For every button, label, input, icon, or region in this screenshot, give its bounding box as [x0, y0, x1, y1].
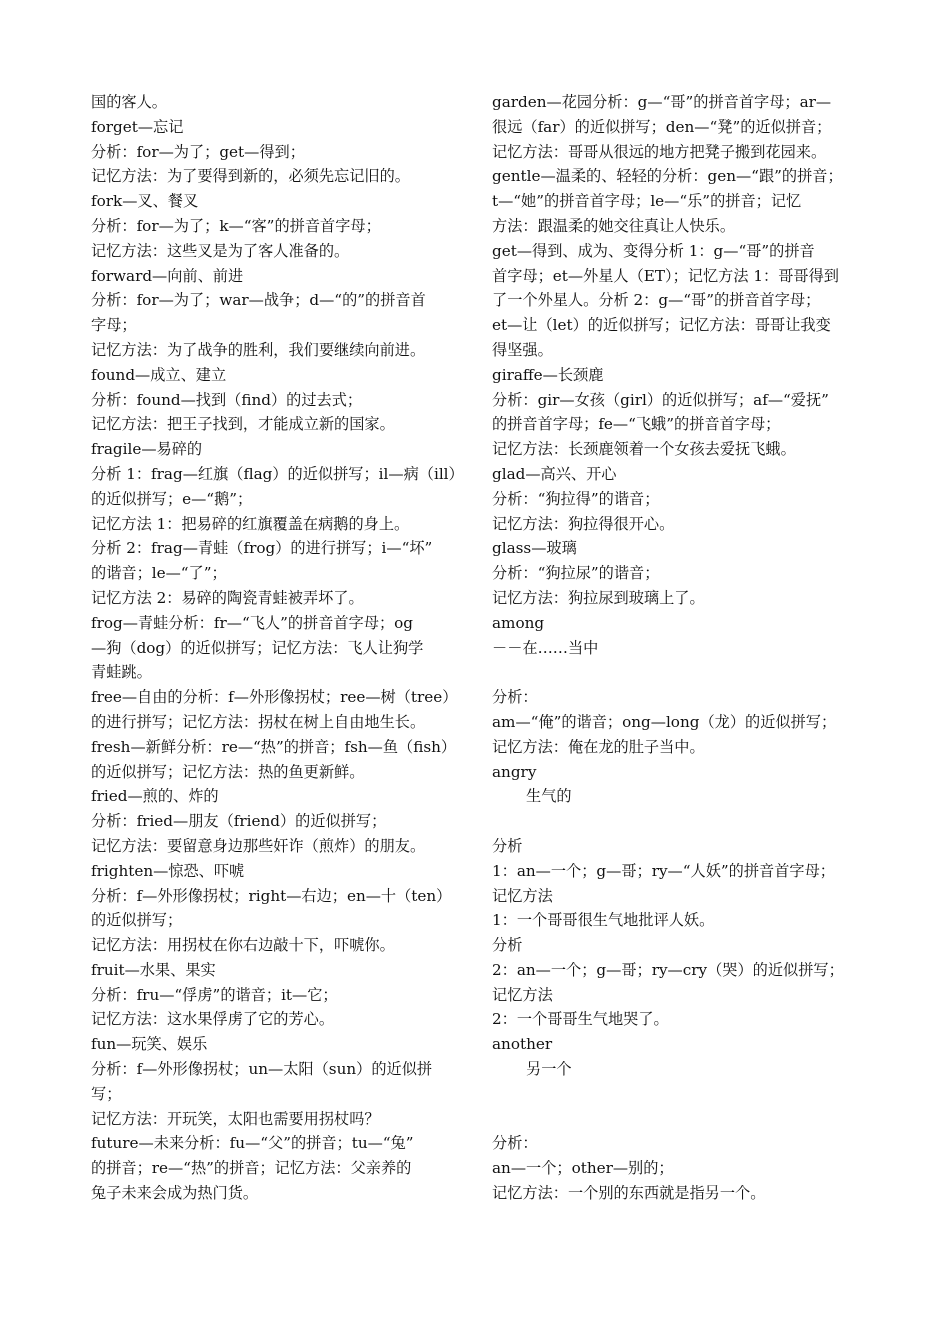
text-line: glad—高兴、开心	[492, 464, 617, 483]
text-line: 青蛙跳。	[91, 663, 152, 682]
text-line: am—“俺”的谐音；ong—long（龙）的近似拼写；	[492, 712, 837, 731]
text-line: 的进行拼写；记忆方法：拐杖在树上自由地生长。	[91, 712, 426, 731]
text-line: fruit—水果、果实	[91, 960, 216, 979]
text-line: 的近似拼写；e—“鹅”；	[91, 489, 253, 508]
text-line: frighten—惊恐、吓唬	[91, 861, 245, 880]
text-line: 记忆方法：俺在龙的肚子当中。	[492, 737, 705, 756]
text-line: 的拼音首字母；fe—“飞蛾”的拼音首字母；	[492, 415, 781, 434]
text-line: 分析	[492, 936, 523, 955]
text-line: —狗（dog）的近似拼写；记忆方法：飞人让狗学	[91, 638, 424, 657]
text-line: 分析：	[492, 688, 538, 707]
text-line: 兔子未来会成为热门货。	[91, 1184, 259, 1203]
text-line: 1：一个哥哥很生气地批评人妖。	[492, 911, 715, 930]
text-line: frog—青蛙分析：fr—“飞人”的拼音首字母；og	[91, 613, 414, 632]
text-line: 分析 2：frag—青蛙（frog）的进行拼写；i—“坏”	[91, 539, 433, 558]
text-line: 分析：fried—朋友（friend）的近似拼写；	[91, 812, 387, 831]
text-line: 分析：f—外形像拐杖；un—太阳（sun）的近似拼	[91, 1060, 433, 1079]
text-line: 2：一个哥哥生气地哭了。	[492, 1010, 669, 1029]
text-line: 的谐音；le—“了”；	[91, 564, 227, 583]
text-line: forget—忘记	[91, 117, 184, 136]
text-line: 很远（far）的近似拼写；den—“凳”的近似拼音；	[492, 117, 832, 136]
text-line: another	[492, 1035, 553, 1054]
text-line: 记忆方法：狗拉尿到玻璃上了。	[492, 588, 705, 607]
text-line: fragile—易碎的	[91, 440, 203, 459]
text-line: 1：an—一个；g—哥；ry—“人妖”的拼音首字母；	[492, 861, 835, 880]
text-line: 记忆方法 1：把易碎的红旗覆盖在病鹅的身上。	[91, 514, 410, 533]
text-line: 记忆方法：开玩笑，太阳也需要用拐杖吗？	[91, 1109, 380, 1128]
text-line: 方法：跟温柔的她交往真让人快乐。	[492, 216, 735, 235]
text-line: 的拼音；re—“热”的拼音；记忆方法：父亲养的	[91, 1159, 412, 1178]
text-line: 2：an—一个；g—哥；ry—cry（哭）的近似拼写；	[492, 960, 844, 979]
text-line: fork—叉、餐叉	[91, 192, 199, 211]
text-line: 记忆方法：狗拉得很开心。	[492, 514, 675, 533]
text-line: found—成立、建立	[91, 365, 227, 384]
text-line: 记忆方法：为了战争的胜利，我们要继续向前进。	[91, 340, 426, 359]
text-line: 写；	[91, 1084, 122, 1103]
text-line: fried—煎的、炸的	[91, 787, 219, 806]
text-line: 了一个外星人。分析 2：g—“哥”的拼音首字母；	[492, 291, 821, 310]
text-line: 得坚强。	[492, 340, 553, 359]
text-line: fresh—新鲜分析：re—“热”的拼音；fsh—鱼（fish）	[91, 737, 457, 756]
text-line: 记忆方法 2：易碎的陶瓷青蛙被弄坏了。	[91, 588, 364, 607]
text-line: 的近似拼写；	[91, 911, 183, 930]
text-line: forward—向前、前进	[91, 266, 244, 285]
text-line: 分析：“狗拉尿”的谐音；	[492, 564, 660, 583]
text-line	[492, 809, 864, 834]
text-line: 分析：gir—女孩（girl）的近似拼写；af—“爱抚”	[492, 390, 829, 409]
left-column	[91, 90, 463, 1206]
text-line: 分析：found—找到（find）的过去式；	[91, 390, 363, 409]
text-line	[492, 1082, 864, 1107]
text-line: free—自由的分析：f—外形像拐杖；ree—树（tree）	[91, 688, 458, 707]
text-line: 记忆方法：这水果俘虏了它的芳心。	[91, 1010, 334, 1029]
text-line	[492, 660, 864, 685]
text-line: 生气的	[526, 787, 572, 806]
text-line: 首字母；et—外星人（ET）；记忆方法 1：哥哥得到	[492, 266, 839, 285]
text-line: glass—玻璃	[492, 539, 577, 558]
text-line: 记忆方法：一个别的东西就是指另一个。	[492, 1184, 766, 1203]
text-line: 的近似拼写；记忆方法：热的鱼更新鲜。	[91, 762, 365, 781]
text-line: gentle—温柔的、轻轻的分析：gen—“跟”的拼音；	[492, 167, 843, 186]
text-line: 分析：“狗拉得”的谐音；	[492, 489, 660, 508]
text-line: 记忆方法：长颈鹿领着一个女孩去爱抚飞蛾。	[492, 440, 796, 459]
text-line: 分析 1：frag—红旗（flag）的近似拼写；il—病（ill）	[91, 464, 464, 483]
text-line: giraffe—长颈鹿	[492, 365, 604, 384]
right-column	[492, 90, 864, 1206]
text-line: fun—玩笑、娱乐	[91, 1035, 208, 1054]
text-line: 记忆方法：这些叉是为了客人准备的。	[91, 241, 350, 260]
text-line: 字母；	[91, 316, 137, 335]
text-line: 记忆方法：用拐杖在你右边敲十下，吓唬你。	[91, 936, 395, 955]
text-line: 记忆方法：要留意身边那些奸诈（煎炸）的朋友。	[91, 836, 426, 855]
text-line: 分析：f—外形像拐杖；right—右边；en—十（ten）	[91, 886, 452, 905]
text-line: 国的客人。	[91, 93, 167, 111]
text-line: 记忆方法：为了要得到新的，必须先忘记旧的。	[91, 167, 410, 186]
text-line	[492, 1107, 864, 1132]
text-line: 分析	[492, 836, 523, 855]
text-line: 分析：for—为了；k—“客”的拼音首字母；	[91, 216, 381, 235]
text-line: 记忆方法	[492, 886, 553, 905]
text-line: 记忆方法	[492, 985, 553, 1004]
text-line: et—让（let）的近似拼写；记忆方法：哥哥让我变	[492, 316, 831, 335]
text-line: 记忆方法：哥哥从很远的地方把凳子搬到花园来。	[492, 142, 827, 161]
text-line: 另一个	[526, 1060, 572, 1079]
text-line: get—得到、成为、变得分析 1：g—“哥”的拼音	[492, 241, 815, 260]
text-line: garden—花园分析：g—“哥”的拼音首字母；ar—	[492, 93, 832, 111]
text-line: －－在……当中	[492, 638, 599, 657]
text-line: t—“她”的拼音首字母；le—“乐”的拼音；记忆	[492, 192, 802, 211]
text-line: 分析：for—为了；war—战争；d—“的”的拼音首	[91, 291, 426, 310]
text-line: among	[492, 613, 545, 632]
text-line: future—未来分析：fu—“父”的拼音；tu—“兔”	[91, 1134, 414, 1153]
text-line: angry	[492, 762, 537, 781]
text-line: 分析：	[492, 1134, 538, 1153]
text-line: 记忆方法：把王子找到，才能成立新的国家。	[91, 415, 395, 434]
text-line: 分析：fru—“俘虏”的谐音；it—它；	[91, 985, 338, 1004]
text-line: an—一个；other—别的；	[492, 1159, 674, 1178]
text-line: 分析：for—为了；get—得到；	[91, 142, 305, 161]
